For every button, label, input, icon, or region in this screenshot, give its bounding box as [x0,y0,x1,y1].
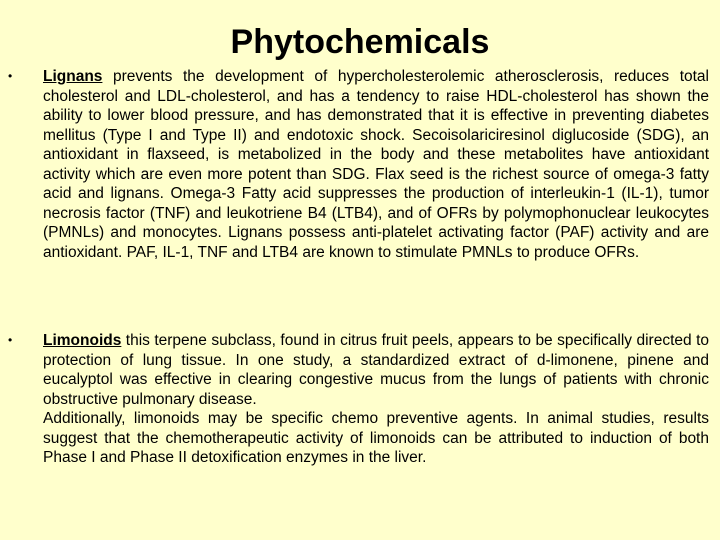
term-lignans: Lignans [43,68,103,85]
bullet-point-icon: • [8,69,13,83]
term-limonoids: Limonoids [43,332,122,349]
bullet-text-lignans [43,67,709,262]
limonoids-additional-paragraph: Additionally, limonoids may be specific chemo preventive agents. In animal studies, results suggest that the chemotherapeutic activity of limonoids can be attributed to induction of both Phase I and Phase II detoxification enzymes in the liver. [43,410,709,466]
limonoids-description: this terpene subclass, found in citrus fruit peels, appears to be specifically directed to protection of lung tissue. In one study, a standardized extract of d-limonene, pinene and eucalyptol was effective in clearing congestive mucus from the lungs of patients with chronic obstructive pulmonary disease. [43,332,709,408]
bullet-point-icon: • [8,333,13,347]
slide-title: Phytochemicals [230,23,490,61]
bullet-text-limonoids [43,331,709,468]
lignans-description: prevents the development of hypercholesterolemic atherosclerosis, reduces total cholesterol and LDL-cholesterol, and has a tendency to raise HDL-cholesterol has shown the ability to lower blood pressure, and has demonstrated that it is effective in preventing diabetes mellitus (Type I and Type II) and endotoxic shock. Secoisolariciresinol diglucoside (SDG), an antioxidant in flaxseed, is metabolized in the body and these metabolites have antioxidant activity which are even more potent than SDG. Flax seed is the richest source of omega-3 fatty acid and lignans. Omega-3 Fatty acid suppresses the production of interleukin-1 (IL-1), tumor necrosis factor (TNF) and leukotriene B4 (LTB4), and of OFRs by polymophonuclear leukocytes (PMNLs) and monocytes. Lignans possess anti-platelet activating factor (PAF) activity and are antioxidant. PAF, IL-1, TNF and LTB4 are known to stimulate PMNLs to produce OFRs. [43,68,709,261]
